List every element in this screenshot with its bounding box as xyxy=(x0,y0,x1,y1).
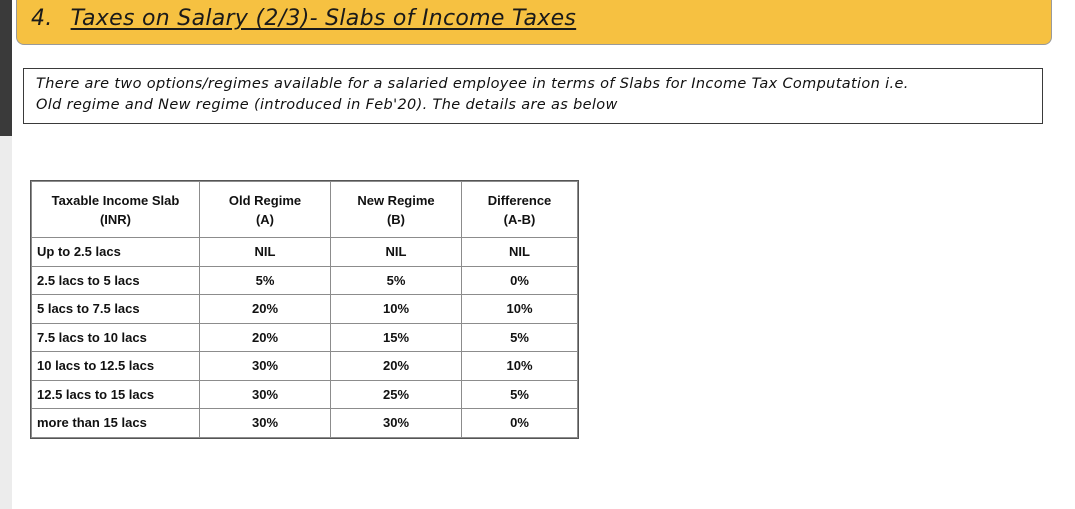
intro-box xyxy=(23,68,1043,124)
cell-slab: 12.5 lacs to 15 lacs xyxy=(32,380,200,409)
section-title: Taxes on Salary (2/3)- Slabs of Income Taxes xyxy=(70,6,577,31)
table-row xyxy=(32,295,578,324)
header-sub-line: (B) xyxy=(386,211,406,227)
table-header-row xyxy=(32,182,578,238)
header-sub-line: (INR) xyxy=(99,211,132,227)
table-row xyxy=(32,323,578,352)
intro-line-2: Old regime and New regime (introduced in Feb'20). The details are as below xyxy=(36,97,618,113)
header-line: Old Regime xyxy=(228,192,302,208)
cell-slab: 7.5 lacs to 10 lacs xyxy=(32,323,200,352)
cell-old-regime: 30% xyxy=(200,380,331,409)
table-row xyxy=(32,266,578,295)
section-number: 4. xyxy=(31,6,53,31)
header-line: Taxable Income Slab xyxy=(51,192,180,208)
cell-slab: 10 lacs to 12.5 lacs xyxy=(32,352,200,381)
cell-difference: 10% xyxy=(462,295,578,324)
header-sub-line: (A-B) xyxy=(503,211,536,227)
cell-old-regime: 30% xyxy=(200,409,331,438)
cell-new-regime: 5% xyxy=(331,266,462,295)
cell-new-regime: 25% xyxy=(331,380,462,409)
cell-new-regime: 20% xyxy=(331,352,462,381)
table-row xyxy=(32,409,578,438)
cell-old-regime: 5% xyxy=(200,266,331,295)
cell-new-regime: 10% xyxy=(331,295,462,324)
table-row xyxy=(32,380,578,409)
left-edge-shade xyxy=(0,136,12,509)
cell-slab: 2.5 lacs to 5 lacs xyxy=(32,266,200,295)
header-old-regime xyxy=(200,182,331,238)
cell-slab: more than 15 lacs xyxy=(32,409,200,438)
intro-line-1: There are two options/regimes available for a salaried employee in terms of Slabs for Income Tax Computation i.e. xyxy=(36,76,909,92)
table-row xyxy=(32,352,578,381)
cell-difference: NIL xyxy=(462,238,578,267)
cell-old-regime: 20% xyxy=(200,323,331,352)
cell-difference: 5% xyxy=(462,380,578,409)
header-line: Difference xyxy=(487,192,552,208)
cell-difference: 0% xyxy=(462,409,578,438)
table-row xyxy=(32,238,578,267)
cell-slab: 5 lacs to 7.5 lacs xyxy=(32,295,200,324)
cell-old-regime: 30% xyxy=(200,352,331,381)
header-taxable-income-slab xyxy=(32,182,200,238)
cell-old-regime: NIL xyxy=(200,238,331,267)
cell-difference: 10% xyxy=(462,352,578,381)
header-new-regime xyxy=(331,182,462,238)
cell-new-regime: 15% xyxy=(331,323,462,352)
header-difference xyxy=(462,182,578,238)
header-sub-line: (A) xyxy=(255,211,275,227)
title-banner xyxy=(16,0,1052,45)
cell-difference: 0% xyxy=(462,266,578,295)
cell-new-regime: 30% xyxy=(331,409,462,438)
cell-slab: Up to 2.5 lacs xyxy=(32,238,200,267)
cell-difference: 5% xyxy=(462,323,578,352)
header-line: New Regime xyxy=(357,192,435,208)
page-title xyxy=(31,6,576,31)
tax-slab-table xyxy=(31,181,578,438)
cell-new-regime: NIL xyxy=(331,238,462,267)
cell-old-regime: 20% xyxy=(200,295,331,324)
